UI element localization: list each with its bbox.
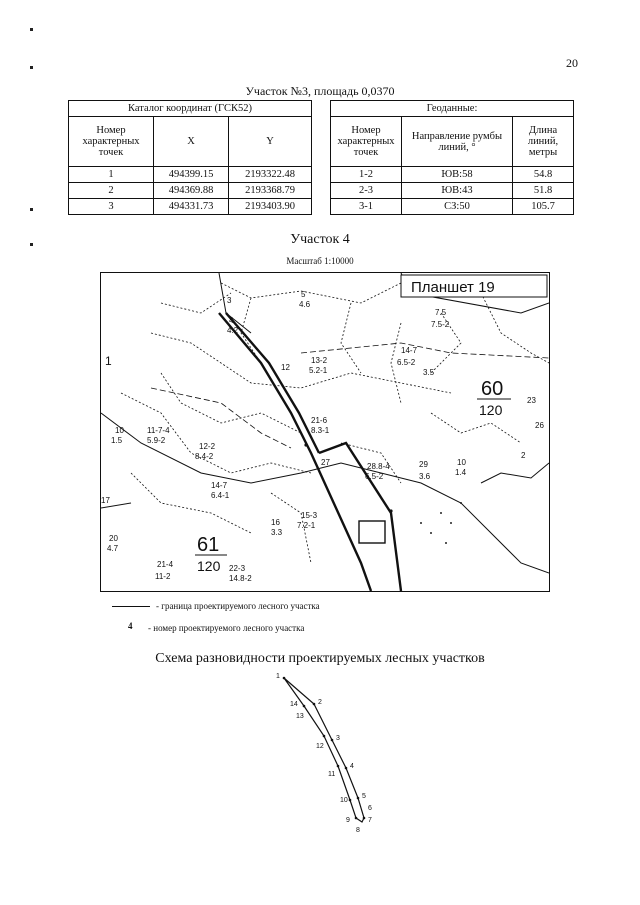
- svg-text:1: 1: [105, 354, 112, 368]
- coord-header-num: Номер характерных точек: [69, 117, 154, 167]
- svg-text:27: 27: [321, 458, 330, 467]
- svg-text:21-6: 21-6: [311, 416, 328, 425]
- svg-text:13-2: 13-2: [311, 356, 328, 365]
- svg-text:10: 10: [457, 458, 466, 467]
- compartment-61: 61: [197, 534, 220, 556]
- svg-text:7: 7: [368, 817, 372, 824]
- svg-text:4.2: 4.2: [227, 326, 239, 335]
- svg-text:3: 3: [336, 735, 340, 742]
- svg-text:5: 5: [301, 290, 306, 299]
- schema-drawing: [260, 670, 400, 840]
- svg-text:4: 4: [350, 763, 354, 770]
- geo-table: [330, 100, 574, 215]
- svg-text:7.5-2: 7.5-2: [431, 320, 450, 329]
- svg-text:3.6: 3.6: [419, 472, 431, 481]
- geo-table-caption: Геоданные:: [331, 101, 574, 117]
- svg-text:6.5-2: 6.5-2: [397, 358, 416, 367]
- coord-table-caption: Каталог координат (ГСК52): [69, 101, 312, 117]
- svg-text:21-4: 21-4: [157, 560, 174, 569]
- plot-boundary: [219, 313, 401, 591]
- svg-text:5.9-2: 5.9-2: [147, 436, 166, 445]
- svg-text:2: 2: [521, 451, 526, 460]
- coord-header-y: Y: [229, 117, 312, 167]
- legend-number-text: - номер проектируемого лесного участка: [148, 623, 305, 633]
- svg-text:12: 12: [316, 743, 324, 750]
- svg-text:12: 12: [281, 363, 290, 372]
- water-body: [420, 502, 462, 544]
- page-number: 20: [566, 56, 578, 70]
- svg-text:22-3: 22-3: [229, 564, 246, 573]
- table-row: 2 494369.88 2193368.79: [69, 183, 312, 199]
- compartment-boundaries: [121, 283, 549, 563]
- section-title: Участок №3, площадь 0,0370: [245, 84, 395, 98]
- geo-header-len: Длина линий, метры: [513, 117, 574, 167]
- legend-number-mark: 4: [128, 621, 133, 631]
- svg-text:1.5: 1.5: [111, 436, 123, 445]
- svg-text:20: 20: [109, 534, 118, 543]
- svg-text:15-3: 15-3: [301, 511, 318, 520]
- schema-title: Схема разновидности проектируемых лесных участков: [155, 651, 485, 666]
- svg-text:11-2: 11-2: [155, 572, 171, 581]
- svg-text:4: 4: [229, 316, 234, 325]
- svg-text:14: 14: [290, 701, 298, 708]
- svg-text:120: 120: [479, 402, 503, 418]
- svg-text:7.2-1: 7.2-1: [297, 521, 316, 530]
- table-row: 3 494331.73 2193403.90: [69, 199, 312, 215]
- svg-text:12-2: 12-2: [199, 442, 216, 451]
- svg-text:8.4-2: 8.4-2: [195, 452, 214, 461]
- svg-text:23: 23: [527, 396, 536, 405]
- plot-title: Участок 4: [290, 232, 350, 247]
- svg-text:10: 10: [115, 426, 124, 435]
- svg-text:14-7: 14-7: [211, 481, 228, 490]
- svg-text:6.4-1: 6.4-1: [211, 491, 230, 500]
- svg-text:4.6: 4.6: [299, 300, 311, 309]
- svg-text:13: 13: [296, 713, 304, 720]
- svg-text:5.2-1: 5.2-1: [309, 366, 328, 375]
- coord-header-x: X: [154, 117, 229, 167]
- svg-text:11-7-4: 11-7-4: [147, 426, 170, 435]
- compartment-60: 60: [481, 378, 504, 400]
- svg-text:120: 120: [197, 558, 221, 574]
- svg-text:14-7: 14-7: [401, 346, 418, 355]
- svg-text:1: 1: [276, 673, 280, 680]
- table-row: 2-3 ЮВ:43 51.8: [331, 183, 574, 199]
- sheet-label: Планшет 19: [411, 279, 495, 296]
- svg-text:3: 3: [227, 296, 232, 305]
- legend-boundary-text: - граница проектируемого лесного участка: [156, 601, 320, 611]
- svg-text:29: 29: [419, 460, 428, 469]
- svg-text:14.8-2: 14.8-2: [229, 574, 252, 583]
- schema-diagram: [260, 670, 400, 840]
- svg-text:28.8-4: 28.8-4: [367, 462, 390, 471]
- coord-table: [68, 100, 312, 215]
- table-row: 1-2 ЮВ:58 54.8: [331, 167, 574, 183]
- svg-text:8: 8: [356, 827, 360, 834]
- forest-map: [100, 272, 550, 592]
- svg-text:9: 9: [346, 817, 350, 824]
- svg-text:4.7: 4.7: [107, 544, 119, 553]
- svg-text:8.3-1: 8.3-1: [311, 426, 330, 435]
- svg-text:3.3: 3.3: [271, 528, 283, 537]
- table-row: 1 494399.15 2193322.48: [69, 167, 312, 183]
- map-scale: Масштаб 1:10000: [286, 256, 354, 266]
- svg-text:16: 16: [271, 518, 280, 527]
- svg-text:10: 10: [340, 797, 348, 804]
- svg-text:17: 17: [101, 496, 110, 505]
- svg-text:1.4: 1.4: [455, 468, 467, 477]
- svg-text:7.5: 7.5: [435, 308, 447, 317]
- svg-text:11: 11: [328, 771, 336, 778]
- svg-text:26: 26: [535, 421, 544, 430]
- svg-text:5: 5: [362, 793, 366, 800]
- map-drawing: [101, 273, 549, 591]
- geo-header-dir: Направление румбы линий, °: [402, 117, 513, 167]
- svg-text:2: 2: [318, 699, 322, 706]
- svg-text:6: 6: [368, 805, 372, 812]
- legend-boundary-line: [112, 606, 150, 607]
- svg-text:6.5-2: 6.5-2: [365, 472, 384, 481]
- svg-text:3.5: 3.5: [423, 368, 435, 377]
- table-row: 3-1 СЗ:50 105.7: [331, 199, 574, 215]
- geo-header-num: Номер характерных точек: [331, 117, 402, 167]
